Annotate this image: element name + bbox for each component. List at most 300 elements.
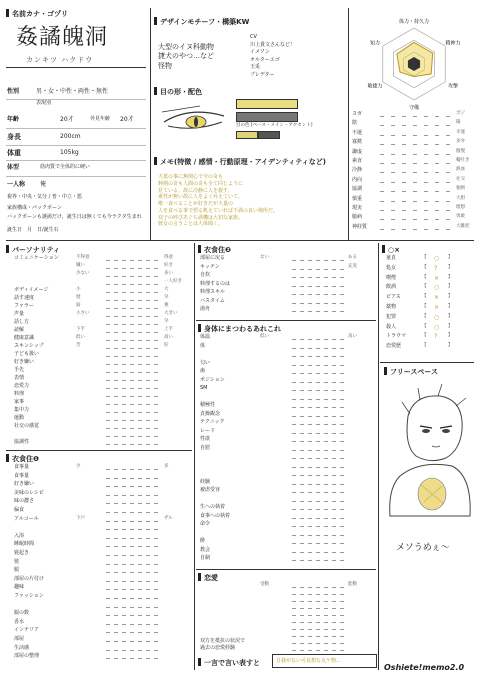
scale-tick	[340, 509, 344, 510]
scale-tick	[308, 260, 312, 261]
ox-bracket-open: 【	[422, 255, 427, 260]
memo-line: 双子の呼びあぐち満機は大切な家族。	[158, 214, 244, 221]
ox-bracket-open: 【	[422, 294, 427, 300]
scale-tick	[300, 407, 304, 408]
scale-tick	[122, 641, 126, 642]
scale-tick	[324, 601, 328, 602]
scale-tick	[292, 277, 296, 278]
scale-tick	[154, 332, 158, 333]
scale-tick	[324, 543, 328, 544]
scale-tick	[138, 564, 142, 565]
misc-note: バックボーンも謎満だけ、誕生日は無くても今ラクタ生まれ	[7, 214, 142, 220]
scale-tick	[106, 624, 110, 625]
ox-bracket-close: 】	[448, 343, 453, 349]
scale-tick	[114, 340, 118, 341]
scale-tick	[122, 420, 126, 421]
scale-row	[200, 471, 376, 479]
sketch-caption: メソうめぇ〜	[396, 543, 450, 553]
scale-tick	[154, 581, 158, 582]
scale-tick	[122, 316, 126, 317]
name-label: 名前カナ・ゴヅリ	[6, 9, 68, 18]
scale-row	[14, 392, 190, 400]
scale-tick	[340, 643, 344, 644]
scale-tick	[154, 324, 158, 325]
scale-tick	[316, 636, 320, 637]
scale-tick	[130, 564, 134, 565]
trait-tick	[424, 210, 428, 211]
scale-label: ボディイメージ	[14, 287, 49, 293]
scale-tick	[308, 286, 312, 287]
trait-tick	[380, 191, 384, 192]
scale-tick	[114, 364, 118, 365]
trait-tick	[380, 144, 384, 145]
scale-tick	[316, 608, 320, 609]
scale-tick	[316, 424, 320, 425]
scale-tick	[114, 396, 118, 397]
scale-tick	[114, 624, 118, 625]
scale-tick	[122, 564, 126, 565]
scale-tick	[324, 277, 328, 278]
scale-row	[200, 307, 376, 315]
scale-tick	[130, 396, 134, 397]
height-value: 200cm	[60, 133, 81, 140]
cv-line: オルターエゴ	[250, 56, 280, 63]
scale-row	[200, 344, 376, 352]
trait-tick	[391, 182, 395, 183]
scale-tick	[324, 373, 328, 374]
trait-tick	[402, 201, 406, 202]
trait-tick	[435, 144, 439, 145]
scale-tick	[114, 555, 118, 556]
scale-tick	[332, 260, 336, 261]
scale-tick	[316, 277, 320, 278]
personality-title: パーソナリティ	[6, 245, 60, 254]
eye-color-base	[236, 131, 258, 139]
ox-label: 恋愛歴	[386, 343, 402, 350]
scale-tick	[316, 509, 320, 510]
scale-tick	[146, 658, 150, 659]
memo-line: 唯一食べることが好きだが大量の	[158, 201, 234, 207]
ox-value: ○	[434, 313, 440, 321]
scale-tick	[154, 503, 158, 504]
scale-tick	[300, 399, 304, 400]
scale-tick	[130, 356, 134, 357]
scale-tick	[130, 478, 134, 479]
scale-tick	[340, 407, 344, 408]
scale-tick	[122, 555, 126, 556]
trait-tick	[402, 172, 406, 173]
quote-value: 自我がない可哀想な丸ケ物…	[272, 654, 377, 668]
scale-label: キッチン	[200, 263, 220, 270]
trait-tick	[380, 125, 384, 126]
scale-tick	[138, 372, 142, 373]
scale-tick	[154, 292, 158, 293]
radar-label: 敏捷力	[367, 83, 383, 90]
scale-label: 自慰	[200, 444, 211, 451]
trait-row	[352, 159, 476, 167]
scale-tick	[138, 486, 142, 487]
scale-tick	[122, 538, 126, 539]
scale-tick	[122, 292, 126, 293]
birthday-label: 誕生日 月 日/誕生石	[7, 227, 59, 233]
build-value: 筋肉質で全体的に硬い	[40, 164, 91, 170]
scale-left-label: 少	[76, 464, 81, 469]
trait-tick	[380, 219, 384, 220]
scale-tick	[122, 284, 126, 285]
scale-right-label: 早	[164, 319, 169, 324]
scale-tick	[332, 552, 336, 553]
scale-tick	[316, 399, 320, 400]
trait-right: 勇敢	[456, 214, 465, 220]
scale-tick	[138, 268, 142, 269]
ox-row	[386, 344, 474, 352]
scale-tick	[122, 581, 126, 582]
scale-tick	[154, 495, 158, 496]
scale-tick	[324, 260, 328, 261]
scale-tick	[292, 339, 296, 340]
scale-label: 自制	[200, 555, 211, 561]
scale-tick	[332, 407, 336, 408]
ox-row	[386, 266, 474, 274]
scale-label: 体温	[200, 334, 211, 340]
scale-tick	[114, 388, 118, 389]
scale-label: 命令	[200, 521, 211, 527]
scale-row	[14, 594, 190, 602]
scale-left-label: 小さい	[76, 311, 90, 316]
scale-tick	[154, 598, 158, 599]
scale-row	[200, 646, 376, 654]
scale-tick	[154, 308, 158, 309]
scale-label: スキンシップ	[14, 343, 44, 349]
scale-tick	[138, 276, 142, 277]
trait-tick	[435, 125, 439, 126]
scale-row	[14, 499, 190, 507]
scale-tick	[106, 486, 110, 487]
scale-tick	[324, 622, 328, 623]
scale-tick	[122, 340, 126, 341]
scale-tick	[316, 260, 320, 261]
build-label: 体型	[7, 164, 20, 171]
scale-row	[200, 256, 376, 264]
scale-tick	[114, 436, 118, 437]
scale-tick	[146, 276, 150, 277]
scale-row	[200, 429, 376, 437]
scale-tick	[332, 535, 336, 536]
scale-right-label: 大	[164, 287, 169, 292]
scale-tick	[300, 303, 304, 304]
scale-tick	[332, 509, 336, 510]
scale-label: 健康意識	[14, 335, 35, 341]
scale-tick	[122, 503, 126, 504]
scale-tick	[292, 373, 296, 374]
clothing2-scale	[200, 256, 376, 318]
scale-tick	[138, 388, 142, 389]
scale-tick	[332, 484, 336, 485]
ox-label: 犯罪	[386, 313, 397, 320]
scale-tick	[340, 615, 344, 616]
scale-tick	[332, 303, 336, 304]
scale-tick	[292, 311, 296, 312]
scale-label: 性欲	[200, 436, 211, 442]
ox-label: 喫煙	[386, 274, 397, 281]
trait-tick	[402, 125, 406, 126]
scale-tick	[106, 356, 110, 357]
scale-tick	[146, 486, 150, 487]
scale-tick	[300, 339, 304, 340]
scale-tick	[122, 412, 126, 413]
scale-row	[14, 416, 190, 424]
scale-tick	[332, 543, 336, 544]
trait-tick	[446, 182, 450, 183]
scale-left-label: 苦	[76, 343, 81, 348]
scale-tick	[332, 608, 336, 609]
scale-tick	[292, 450, 296, 451]
scale-row	[200, 352, 376, 360]
trait-tick	[391, 154, 395, 155]
scale-tick	[324, 390, 328, 391]
ox-value: ?	[434, 333, 438, 341]
scale-tick	[138, 469, 142, 470]
ox-bracket-open: 【	[422, 304, 427, 309]
scale-tick	[292, 390, 296, 391]
scale-tick	[146, 589, 150, 590]
scale-tick	[324, 501, 328, 502]
scale-tick	[324, 608, 328, 609]
clothing1-title: 衣食住❶	[6, 454, 39, 463]
scale-tick	[130, 521, 134, 522]
scale-label: 匂い	[200, 359, 211, 366]
scale-tick	[340, 269, 344, 270]
scale-left-label: 小	[76, 287, 81, 292]
character-sketch	[380, 376, 476, 566]
scale-right-label: 高い	[348, 334, 357, 339]
scale-tick	[292, 552, 296, 553]
trait-tick	[391, 125, 395, 126]
scale-tick	[292, 356, 296, 357]
scale-row	[14, 482, 190, 490]
scale-tick	[130, 503, 134, 504]
scale-tick	[308, 339, 312, 340]
scale-tick	[300, 260, 304, 261]
trait-row	[352, 168, 476, 176]
memo-line: 見ている。故に冷静に人を殺す。	[158, 187, 233, 194]
scale-right-label: 早	[164, 295, 169, 300]
scale-tick	[332, 433, 336, 434]
trait-row	[352, 140, 476, 148]
scale-tick	[332, 636, 336, 637]
scale-tick	[106, 581, 110, 582]
scale-tick	[122, 495, 126, 496]
scale-tick	[324, 286, 328, 287]
scale-tick	[146, 372, 150, 373]
scale-row	[200, 273, 376, 281]
scale-row	[200, 522, 376, 530]
scale-tick	[324, 441, 328, 442]
trait-tick	[413, 154, 417, 155]
scale-tick	[154, 572, 158, 573]
trait-left: 内向	[352, 176, 363, 183]
scale-tick	[114, 469, 118, 470]
scale-row	[14, 440, 190, 448]
trait-left: 臆病	[352, 214, 363, 221]
ox-row	[386, 276, 474, 284]
scale-left-label: 下手	[76, 327, 85, 332]
scale-tick	[300, 433, 304, 434]
trait-tick	[413, 201, 417, 202]
scale-tick	[130, 555, 134, 556]
trait-tick	[435, 172, 439, 173]
scale-tick	[332, 475, 336, 476]
clothing1-scale	[14, 465, 190, 670]
scale-tick	[154, 486, 158, 487]
scale-tick	[130, 420, 134, 421]
trait-tick	[446, 116, 450, 117]
scale-tick	[324, 509, 328, 510]
scale-tick	[316, 356, 320, 357]
scale-tick	[138, 546, 142, 547]
trait-left: 慎重	[352, 195, 363, 202]
scale-tick	[332, 382, 336, 383]
scale-tick	[292, 629, 296, 630]
scale-label: レード	[200, 427, 216, 434]
scale-tick	[292, 441, 296, 442]
scale-tick	[324, 492, 328, 493]
scale-tick	[122, 546, 126, 547]
scale-tick	[292, 416, 296, 417]
scale-tick	[308, 587, 312, 588]
scale-tick	[340, 601, 344, 602]
scale-tick	[154, 412, 158, 413]
scale-tick	[340, 339, 344, 340]
scale-tick	[300, 601, 304, 602]
scale-right-label: 充実	[348, 263, 357, 269]
ox-bracket-open: 【	[422, 274, 427, 280]
scale-tick	[114, 598, 118, 599]
scale-tick	[300, 269, 304, 270]
scale-tick	[292, 636, 296, 637]
scale-tick	[340, 636, 344, 637]
scale-row	[14, 508, 190, 516]
scale-tick	[292, 622, 296, 623]
scale-tick	[300, 356, 304, 357]
scale-row	[14, 654, 190, 662]
trait-row	[352, 121, 476, 129]
scale-label: 声量	[14, 311, 25, 317]
scale-tick	[114, 332, 118, 333]
trait-tick	[424, 154, 428, 155]
memo-line: 鈍剣の奇も人間の奇も全て同じように	[158, 180, 244, 187]
ox-title: ○×	[382, 245, 400, 254]
scale-tick	[340, 399, 344, 400]
clothing2-title: 衣食住❷	[198, 245, 231, 254]
scale-tick	[308, 526, 312, 527]
trait-tick	[446, 125, 450, 126]
character-name: 姦譎魄洞	[16, 25, 109, 50]
trait-tick	[424, 135, 428, 136]
trait-row	[352, 131, 476, 139]
scale-tick	[300, 650, 304, 651]
scale-tick	[146, 572, 150, 573]
scale-tick	[324, 560, 328, 561]
scale-label: 料理	[14, 391, 25, 397]
scale-tick	[130, 292, 134, 293]
scale-tick	[130, 469, 134, 470]
ox-bracket-open: 【	[422, 343, 427, 349]
scale-tick	[114, 495, 118, 496]
ox-row	[386, 334, 474, 342]
scale-tick	[332, 450, 336, 451]
trait-tick	[446, 229, 450, 230]
scale-tick	[316, 348, 320, 349]
trait-tick	[424, 229, 428, 230]
trait-tick	[413, 116, 417, 117]
scale-tick	[130, 436, 134, 437]
scale-tick	[332, 277, 336, 278]
second-label: 視界・中央・気分 / 普・中立・悪	[7, 194, 82, 200]
scale-tick	[340, 467, 344, 468]
scale-tick	[324, 294, 328, 295]
scale-tick	[114, 607, 118, 608]
scale-tick	[316, 622, 320, 623]
scale-tick	[106, 284, 110, 285]
trait-tick	[380, 210, 384, 211]
scale-row	[14, 603, 190, 611]
scale-tick	[308, 356, 312, 357]
scale-label: ファラー	[14, 303, 34, 309]
weight-label: 体重	[7, 149, 21, 157]
trait-tick	[424, 116, 428, 117]
scale-tick	[106, 658, 110, 659]
scale-tick	[122, 300, 126, 301]
trait-tick	[424, 201, 428, 202]
scale-tick	[340, 348, 344, 349]
trait-right: 熱血	[456, 167, 465, 173]
scale-tick	[292, 269, 296, 270]
scale-tick	[146, 356, 150, 357]
scale-label: 好き嫌い	[14, 481, 35, 488]
scale-tick	[130, 412, 134, 413]
trait-tick	[402, 116, 406, 117]
scale-tick	[114, 324, 118, 325]
scale-tick	[106, 632, 110, 633]
scale-tick	[340, 382, 344, 383]
scale-tick	[300, 373, 304, 374]
ox-bracket-open: 【	[422, 284, 427, 290]
ox-row	[386, 295, 474, 303]
scale-tick	[154, 624, 158, 625]
scale-tick	[300, 441, 304, 442]
ox-bracket-close: 】	[448, 333, 453, 339]
scale-tick	[292, 526, 296, 527]
scale-tick	[146, 380, 150, 381]
scale-tick	[114, 615, 118, 616]
scale-tick	[106, 469, 110, 470]
scale-tick	[332, 424, 336, 425]
ox-label: 処女	[386, 264, 397, 271]
trait-tick	[435, 135, 439, 136]
trait-tick	[402, 144, 406, 145]
ox-row	[386, 315, 474, 323]
scale-tick	[106, 436, 110, 437]
scale-tick	[300, 643, 304, 644]
scale-label: 偏食	[14, 507, 25, 513]
scale-tick	[324, 269, 328, 270]
scale-left-label: 下戸	[76, 515, 85, 521]
scale-row	[14, 628, 190, 636]
scale-tick	[106, 538, 110, 539]
scale-tick	[122, 478, 126, 479]
scale-tick	[340, 365, 344, 366]
